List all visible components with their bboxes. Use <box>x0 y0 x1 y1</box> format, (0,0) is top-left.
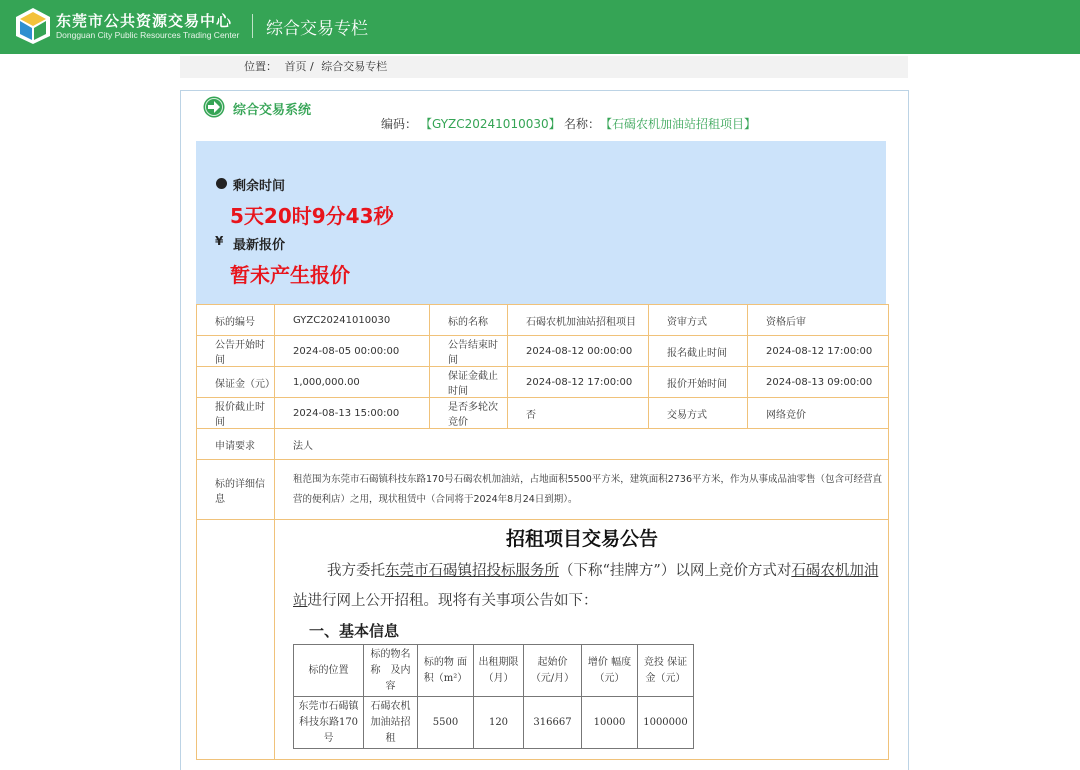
data-cell: 316667 <box>524 697 582 749</box>
breadcrumb <box>180 56 908 78</box>
org-name-cn: 东莞市公共资源交易中心 <box>56 12 233 30</box>
notice-title: 招租项目交易公告 <box>505 528 658 550</box>
yen-icon: ¥ <box>215 234 224 248</box>
base-info-table <box>293 644 694 749</box>
table-row <box>197 305 889 336</box>
cell-value: 2024-08-13 15:00:00 <box>275 398 430 429</box>
header-cell: 标的位置 <box>294 645 364 697</box>
cell-label: 保证金截止时间 <box>430 367 508 398</box>
cell-value: 2024-08-13 09:00:00 <box>748 367 889 398</box>
breadcrumb-current[interactable]: 综合交易专栏 <box>321 60 388 73</box>
logo-cube-icon[interactable] <box>15 7 51 45</box>
arrow-right-circle-icon <box>203 96 225 118</box>
cell-label: 保证金（元） <box>197 367 275 398</box>
cell-value: 2024-08-05 00:00:00 <box>275 336 430 367</box>
table-row <box>197 336 889 367</box>
system-name: 综合交易系统 <box>233 103 312 118</box>
cell-value: GYZC20241010030 <box>275 305 430 336</box>
cell-value: 网络竞价 <box>748 398 889 429</box>
table-row <box>294 697 694 749</box>
clock-icon <box>216 178 227 189</box>
data-cell: 120 <box>474 697 524 749</box>
cell-label: 资审方式 <box>649 305 748 336</box>
header-cell: 出租期限（月） <box>474 645 524 697</box>
cell-label: 是否多轮次竞价 <box>430 398 508 429</box>
header-cell: 起始价（元/月） <box>524 645 582 697</box>
cell-value: 2024-08-12 17:00:00 <box>508 367 649 398</box>
target-link: 石碣农机加油站 <box>293 563 879 609</box>
project-name-label: 名称： <box>564 117 601 131</box>
cell-value: 资格后审 <box>748 305 889 336</box>
data-cell: 东莞市石碣镇科技东路170号 <box>294 697 364 749</box>
latest-price-value: 暂未产生报价 <box>230 263 350 287</box>
table-row <box>197 429 889 460</box>
remaining-time-label: 剩余时间 <box>233 179 286 194</box>
breadcrumb-prefix: 位置： <box>244 60 277 73</box>
cell-label: 标的编号 <box>197 305 275 336</box>
project-info-table <box>196 304 889 760</box>
header-cell: 竞投 保证金（元） <box>638 645 694 697</box>
data-cell: 1000000 <box>638 697 694 749</box>
cell-label: 报名截止时间 <box>649 336 748 367</box>
agent-link: 东莞市石碣镇招投标服务所 <box>385 563 559 579</box>
cell-label: 公告开始时间 <box>197 336 275 367</box>
cell-value: 否 <box>508 398 649 429</box>
cell-label <box>197 520 275 760</box>
detail-description: 租范围为东莞市石碣镇科技东路170号石碣农机加油站，占地面积5500平方米，建筑面积2736平方米，作为从事成品油零售（包含可经营直营的便利店）之用，现状租赁中（合同将于2024年8月24日到期）。 <box>275 460 889 520</box>
header-cell: 标的物 面 积（m²） <box>418 645 474 697</box>
cell-value: 法人 <box>275 429 889 460</box>
latest-price-label: 最新报价 <box>233 238 286 253</box>
table-row <box>197 367 889 398</box>
org-name-en: Dongguan City Public Resources Trading Center <box>56 30 240 40</box>
cell-label: 报价截止时间 <box>197 398 275 429</box>
project-name-value: 【石碣农机加油站招租项目】 <box>600 117 757 131</box>
top-header <box>0 0 1080 54</box>
table-row <box>197 460 889 520</box>
data-cell: 10000 <box>582 697 638 749</box>
code-label: 编码： <box>381 117 418 131</box>
section-heading: 一、基本信息 <box>309 622 400 640</box>
header-cell: 增价 幅度（元） <box>582 645 638 697</box>
table-header-row <box>294 645 694 697</box>
table-row <box>197 520 889 760</box>
cell-label: 交易方式 <box>649 398 748 429</box>
code-value: 【GYZC20241010030】 <box>420 117 561 131</box>
cell-value: 2024-08-12 00:00:00 <box>508 336 649 367</box>
cell-label: 标的名称 <box>430 305 508 336</box>
header-divider <box>252 14 253 38</box>
notice-document <box>275 520 889 760</box>
remaining-time-value: 5天20时9分43秒 <box>230 204 394 228</box>
cell-value: 石碣农机加油站招租项目 <box>508 305 649 336</box>
cell-label: 公告结束时间 <box>430 336 508 367</box>
cell-label: 报价开始时间 <box>649 367 748 398</box>
breadcrumb-home-link[interactable]: 首页 / <box>284 60 314 73</box>
cell-value: 2024-08-12 17:00:00 <box>748 336 889 367</box>
cell-label: 申请要求 <box>197 429 275 460</box>
header-cell: 标的物名称 及内容 <box>364 645 418 697</box>
data-cell: 石碣农机加油站招租 <box>364 697 418 749</box>
notice-paragraph: 我方委托东莞市石碣镇招投标服务所（下称“挂牌方”）以网上竞价方式对石碣农机加油站进行网上公开招租。现将有关事项公告如下： <box>293 563 879 609</box>
cell-value: 1,000,000.00 <box>275 367 430 398</box>
section-title[interactable]: 综合交易专栏 <box>266 19 368 39</box>
cell-label: 标的详细信息 <box>197 460 275 520</box>
table-row <box>197 398 889 429</box>
data-cell: 5500 <box>418 697 474 749</box>
